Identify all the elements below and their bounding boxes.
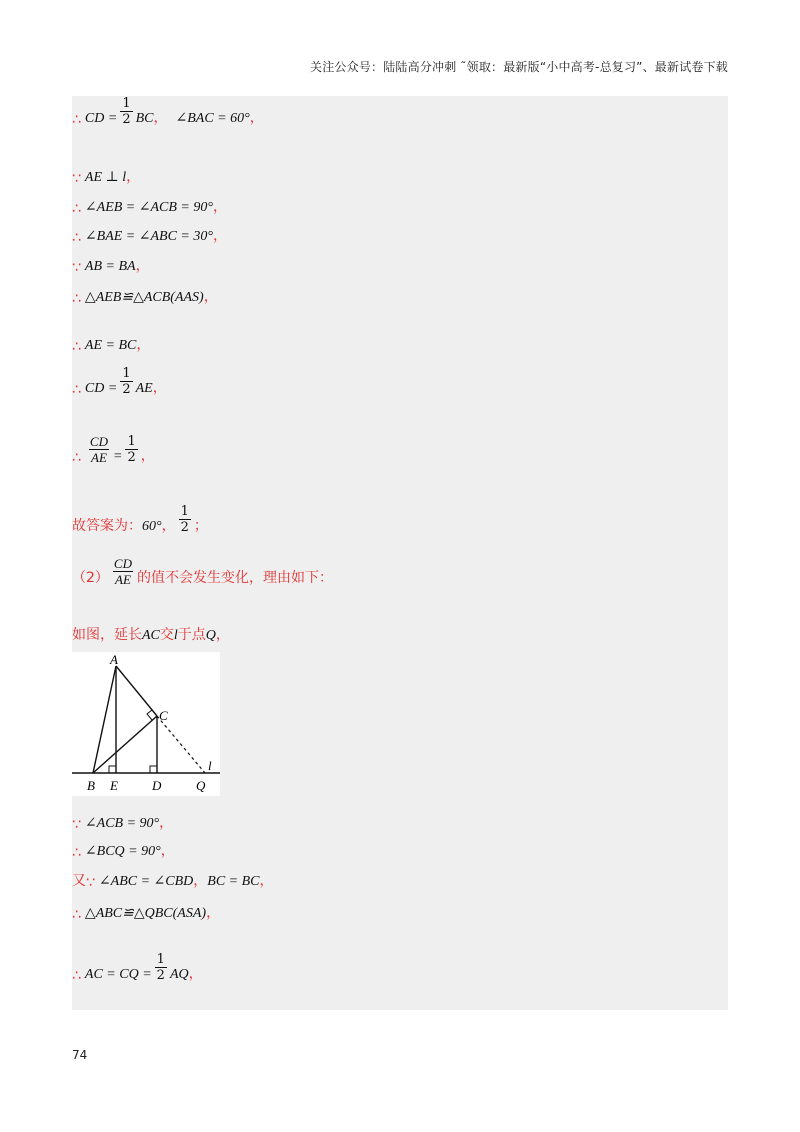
comma: ，: [203, 289, 218, 305]
math-expression: ∠BCQ = 90°: [84, 844, 161, 859]
construction-text: 于点: [177, 627, 206, 643]
fraction-numerator: 1: [180, 504, 189, 519]
math-rhs: BC: [135, 111, 154, 126]
fraction-denominator: 2: [127, 450, 136, 465]
label-d: D: [152, 778, 162, 793]
because-symbol: ∵: [86, 875, 95, 891]
therefore-symbol: ∴: [72, 339, 81, 355]
fraction-numerator: 1: [127, 434, 136, 449]
fraction-numerator: 1: [156, 952, 165, 967]
math-lhs: AC = CQ =: [84, 967, 152, 982]
math-l: l: [173, 628, 178, 643]
because-symbol: ∵: [72, 171, 81, 187]
math-rhs: AE: [135, 381, 153, 396]
answer-fraction: [179, 504, 191, 535]
therefore-symbol: ∴: [72, 907, 81, 923]
right-angle-d: [150, 766, 157, 773]
geometry-svg: [72, 652, 220, 796]
fraction: [88, 434, 110, 465]
math-expression: △AEB≌△ACB(AAS): [84, 290, 204, 305]
because-symbol: ∵: [72, 260, 81, 276]
math-expression: ∠AEB = ∠ACB = 90°: [84, 200, 213, 215]
fraction: [120, 366, 132, 397]
equals-sign: =: [112, 449, 123, 464]
page-number: 74: [72, 1048, 88, 1062]
fraction-numerator: CD: [89, 434, 108, 449]
fraction-numerator: CD: [113, 556, 132, 571]
math-expression: AE = BC: [84, 338, 137, 353]
therefore-symbol: ∴: [72, 291, 81, 307]
math-expression: AB = BA: [84, 259, 136, 274]
comma: ，: [193, 873, 208, 889]
therefore-symbol: ∴: [72, 382, 81, 398]
step-1: [72, 96, 264, 127]
step-6: [72, 286, 218, 306]
semicolon: ；: [193, 518, 208, 534]
right-angle-e: [109, 766, 116, 773]
math-lhs: CD =: [84, 111, 118, 126]
comma: ，: [159, 815, 174, 831]
label-c: C: [159, 708, 168, 723]
geometry-figure: [72, 652, 220, 796]
fraction-numerator: 1: [122, 366, 131, 381]
segment-ac: [116, 666, 157, 716]
math-expression: ∠ABC = ∠CBD: [98, 874, 194, 889]
comma: ，: [160, 843, 175, 859]
segment-bc: [93, 716, 157, 773]
part-2-line: [72, 556, 333, 587]
label-l: l: [208, 758, 212, 773]
math-expression: ∠BAE = ∠ABC = 30°: [84, 229, 213, 244]
construction-line: [72, 624, 230, 644]
answer-label: 故答案为：: [72, 518, 142, 534]
therefore-symbol: ∴: [72, 450, 81, 466]
step-2: [72, 166, 140, 186]
step-5: [72, 255, 150, 275]
construction-text: 交: [159, 627, 174, 643]
comma: ，: [161, 518, 176, 534]
label-q: Q: [196, 778, 206, 793]
step-7: [72, 334, 150, 354]
segment-cq-dashed: [157, 716, 205, 773]
math-q: Q: [205, 628, 216, 643]
math-expression: AE ⊥ l: [84, 170, 127, 185]
step-4: [72, 225, 227, 245]
comma: ，: [136, 337, 151, 353]
comma: ，: [259, 873, 274, 889]
fraction-numerator: 1: [122, 96, 131, 111]
answer-line: [72, 504, 208, 535]
part-2-text: 的值不会发生变化，理由如下：: [136, 570, 333, 586]
math-expression: ∠ACB = 90°: [84, 816, 160, 831]
comma: ，: [212, 199, 227, 215]
therefore-symbol: ∴: [72, 112, 81, 128]
fraction: [155, 952, 167, 983]
step-15: [72, 902, 220, 922]
comma: ，: [152, 380, 167, 396]
right-angle-c: [147, 710, 152, 720]
comma: ，: [188, 966, 203, 982]
math-ac: AC: [142, 628, 160, 643]
therefore-symbol: ∴: [72, 230, 81, 246]
fraction: [112, 556, 134, 587]
label-e: E: [110, 778, 118, 793]
segment-ab: [93, 666, 116, 773]
fraction-denominator: 2: [122, 382, 131, 397]
step-13: [72, 840, 175, 860]
page-header: 关注公众号：陆陆高分冲刺 ˜领取：最新版“小中高考-总复习”、最新试卷下载: [310, 60, 728, 74]
comma: ，: [206, 905, 221, 921]
math-expression: BC = BC: [207, 874, 260, 889]
step-16: [72, 952, 203, 983]
part-2-prefix: （2）: [72, 570, 109, 586]
math-expression: ∠BAC = 60°: [175, 111, 250, 126]
math-rhs: AQ: [169, 967, 189, 982]
fraction-denominator: 2: [122, 112, 131, 127]
therefore-symbol: ∴: [72, 845, 81, 861]
fraction-denominator: AE: [115, 572, 131, 587]
step-14: [72, 870, 274, 890]
fraction: [125, 434, 137, 465]
comma: ，: [215, 627, 230, 643]
also-word: 又: [72, 873, 86, 889]
step-8: [72, 366, 167, 397]
label-b: B: [87, 778, 95, 793]
because-symbol: ∵: [72, 817, 81, 833]
answer-value-1: 60°: [142, 519, 162, 534]
fraction-denominator: AE: [91, 450, 107, 465]
math-lhs: CD =: [84, 381, 118, 396]
therefore-symbol: ∴: [72, 201, 81, 217]
comma: ，: [153, 110, 168, 126]
step-12: [72, 812, 173, 832]
construction-text: 如图，延长: [72, 627, 142, 643]
fraction-denominator: 2: [156, 968, 165, 983]
comma: ，: [135, 258, 150, 274]
therefore-symbol: ∴: [72, 968, 81, 984]
math-expression: △ABC≌△QBC(ASA): [84, 906, 207, 921]
comma: ，: [140, 448, 155, 464]
fraction-denominator: 2: [180, 520, 189, 535]
comma: ，: [212, 228, 227, 244]
comma: ，: [249, 110, 264, 126]
fraction: [120, 96, 132, 127]
comma: ，: [126, 169, 141, 185]
step-9: [72, 434, 155, 465]
label-a: A: [110, 652, 118, 667]
step-3: [72, 196, 227, 216]
